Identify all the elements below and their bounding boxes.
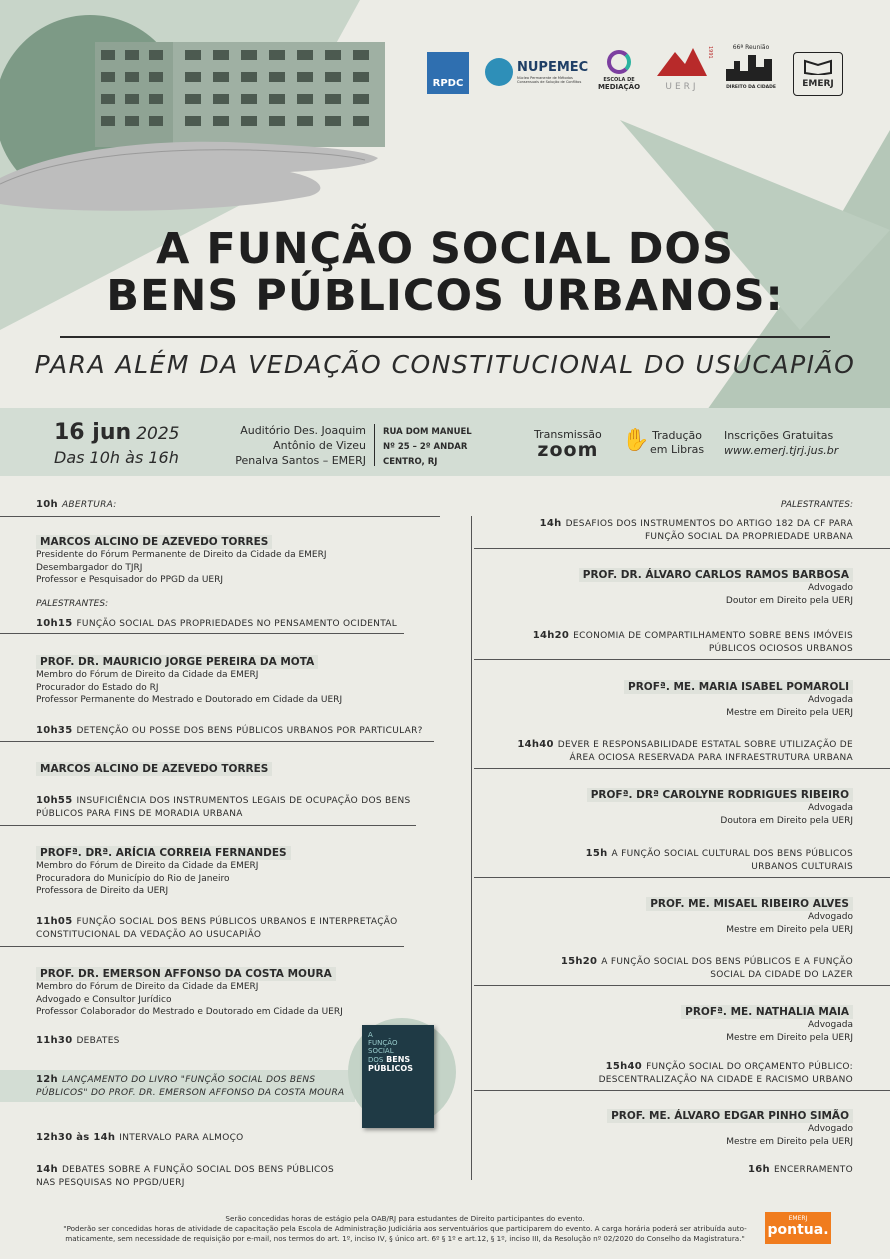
title-line-1: A FUNÇÃO SOCIAL DOS	[156, 224, 734, 274]
speaker-3: MARCOS ALCINO DE AZEVEDO TORRES	[36, 757, 436, 776]
nupemec-logo: NUPEMEC Núcleo Permanente de Métodos Consensuais de Solução de Conflitos	[485, 56, 585, 90]
line-r-14h	[474, 548, 890, 549]
title-line-2: BENS PÚBLICOS URBANOS:	[106, 271, 784, 321]
line-11h05	[0, 946, 404, 947]
session-14h-debates: 14h DEBATES SOBRE A FUNÇÃO SOCIAL DOS BENS PÚBLICOS NAS PESQUISAS NO PPGD/UERJ	[36, 1164, 335, 1188]
session-14h40: 14h40 DEVER E RESPONSABILIDADE ESTATAL SOBRE UTILIZAÇÃO DE ÁREA OCIOSA RESERVADA PARA INFRAESTRUTURA URBANA	[517, 739, 853, 763]
speaker-r6: PROF. ME. ÁLVARO EDGAR PINHO SIMÃO Advogado Mestre em Direito pela UERJ	[453, 1104, 853, 1148]
libras-translation: Tradução em Libras	[650, 429, 705, 456]
book-icon	[803, 57, 833, 75]
session-14h20: 14h20 ECONOMIA DE COMPARTILHAMENTO SOBRE BENS IMÓVEIS PÚBLICOS OCIOSOS URBANOS	[532, 630, 853, 654]
building-illustration	[95, 42, 385, 147]
footer-note: Serão concedidas horas de estágio pela OAB/RJ para estudantes de Direito participantes do evento. "Poderão ser concedidas horas de atividade de capacitação pela Escola de Administração Judiciária aos serventuários que participarem do evento. A carga horária poderá ser atribuída auto- maticamente, sem necessidade de requisição por e-mail, nos termos do art. 1º, inciso IV, § único art. 6º § 1º e art.12, § 1º, inciso III, da Resolução nº 02/2020 do Conselho da Magistratura."	[63, 1214, 747, 1243]
session-15h40: 15h40 FUNÇÃO SOCIAL DO ORÇAMENTO PÚBLICO: DESCENTRALIZAÇÃO NA CIDADE E RACISMO URBANO	[598, 1061, 853, 1085]
speaker-r5: PROFª. ME. NATHALIA MAIA Advogada Mestre em Direito pela UERJ	[453, 1000, 853, 1044]
line-r-15h40	[474, 1090, 890, 1091]
emerj-logo: EMERJ	[793, 52, 843, 96]
event-time: Das 10h às 16h	[54, 448, 179, 467]
line-r-15h	[474, 877, 890, 878]
speaker-r4: PROF. ME. MISAEL RIBEIRO ALVES Advogado Mestre em Direito pela UERJ	[453, 892, 853, 936]
line-r-14h20	[474, 659, 890, 660]
speaker-4: PROFª. DRª. ARÍCIA CORREIA FERNANDES Membro do Fórum de Direito da Cidade da EMERJ Procuradora do Município do Rio de Janeiro Professora de Direito da UERJ	[36, 841, 436, 898]
speaker-r3: PROFª. DRª CAROLYNE RODRIGUES RIBEIRO Advogada Doutora em Direito pela UERJ	[453, 783, 853, 827]
line-10h15	[0, 633, 404, 634]
venue: Auditório Des. Joaquim Antônio de Vizeu Penalva Santos – EMERJ	[235, 424, 366, 467]
date-day: 16 jun	[54, 420, 132, 445]
line-10h55	[0, 825, 416, 826]
session-12h: 12h LANÇAMENTO DO LIVRO "FUNÇÃO SOCIAL DOS BENS PÚBLICOS" DO PROF. DR. EMERSON AFFONSO DA COSTA MOURA	[36, 1074, 345, 1098]
subtitle: PARA ALÉM DA VEDAÇÃO CONSTITUCIONAL DO USUCAPIÃO	[34, 350, 856, 379]
speaker-r1: PROF. DR. ÁLVARO CARLOS RAMOS BARBOSA Advogado Doutor em Direito pela UERJ	[453, 563, 853, 607]
session-16h: 16h ENCERRAMENTO	[748, 1164, 853, 1175]
speaker-5: PROF. DR. EMERSON AFFONSO DA COSTA MOURA Membro do Fórum de Direito da Cidade da EMERJ Advogado e Consultor Jurídico Professor Colaborador do Mestrado e Doutorado em Cidade da UERJ	[36, 968, 343, 1017]
rpdc-logo: RPDC	[427, 52, 469, 94]
palestrantes-label-left: PALESTRANTES:	[36, 599, 109, 609]
line-r-14h40	[474, 768, 890, 769]
speaker-r2: PROFª. ME. MARIA ISABEL POMAROLI Advogada Mestre em Direito pela UERJ	[453, 675, 853, 719]
session-11h05: 11h05 FUNÇÃO SOCIAL DOS BENS PÚBLICOS URBANOS E INTERPRETAÇÃO CONSTITUCIONAL DA VEDAÇÃO AO USUCAPIÃO	[36, 916, 398, 940]
session-abertura: 10h ABERTURA:	[36, 499, 117, 510]
session-12h30: 12h30 às 14h INTERVALO PARA ALMOÇO	[36, 1132, 244, 1143]
session-10h15: 10h15 FUNÇÃO SOCIAL DAS PROPRIEDADES NO PENSAMENTO OCIDENTAL	[36, 618, 398, 629]
line-abertura	[0, 516, 440, 517]
registration-link[interactable]: www.emerj.tjrj.jus.br	[724, 444, 839, 457]
event-date	[54, 420, 180, 445]
session-15h20: 15h20 A FUNÇÃO SOCIAL DOS BENS PÚBLICOS E A FUNÇÃO SOCIAL DA CIDADE DO LAZER	[560, 956, 853, 980]
venue-divider	[374, 424, 375, 466]
zoom-logo: zoom	[537, 439, 599, 461]
speaker-2: PROF. DR. MAURICIO JORGE PEREIRA DA MOTA Membro do Fórum de Direito da Cidade da EMERJ Procurador do Estado do RJ Professor Permanente do Mestrado e Doutorado em Cidade da UERJ	[36, 656, 343, 705]
speaker-1: MARCOS ALCINO DE AZEVEDO TORRES Presidente do Fórum Permanente de Direito da Cidade da EMERJ Desembargador do TJRJ Professor e Pesquisador do PPGD da UERJ	[36, 536, 327, 585]
address: RUA DOM MANUEL Nº 25 – 2º ANDAR CENTRO, RJ	[383, 427, 472, 467]
ppgd-uerj-logo: PPGD UERJ 1991	[655, 44, 709, 100]
nupemec-icon	[485, 58, 513, 86]
book-cover: A FUNÇÃO SOCIAL DOS BENS PÚBLICOS	[362, 1025, 434, 1128]
session-11h30: 11h30 DEBATES	[36, 1035, 120, 1046]
libras-icon: ✋	[622, 428, 650, 453]
title-divider	[60, 336, 830, 338]
mediacao-icon	[607, 50, 631, 74]
hand-illustration	[0, 138, 380, 218]
session-10h55: 10h55 INSUFICIÊNCIA DOS INSTRUMENTOS LEGAIS DE OCUPAÇÃO DOS BENS PÚBLICOS PARA FINS DE MORADIA URBANA	[36, 795, 411, 819]
date-year: 2025	[136, 424, 180, 444]
transmission: Transmissão zoom	[534, 428, 602, 461]
session-10h35: 10h35 DETENÇÃO OU POSSE DOS BENS PÚBLICOS URBANOS POR PARTICULAR?	[36, 725, 423, 736]
escola-mediacao-logo: ESCOLA DE MEDIAÇÃO	[592, 48, 646, 100]
line-10h35	[0, 741, 434, 742]
registration: Inscrições Gratuitas www.emerj.tjrj.jus.br	[724, 429, 839, 457]
emerj-pontua-logo: EMERJ pontua.	[765, 1212, 831, 1244]
session-15h: 15h A FUNÇÃO SOCIAL CULTURAL DOS BENS PÚBLICOS URBANOS CULTURAIS	[585, 848, 853, 872]
forum-direito-cidade-logo: 66ª Reunião DIREITO DA CIDADE	[726, 44, 776, 90]
city-skyline-icon	[726, 51, 776, 81]
building-windows	[95, 42, 385, 147]
line-r-15h20	[474, 985, 890, 986]
palestrantes-label-right: PALESTRANTES:	[780, 500, 853, 510]
session-14h: 14h DESAFIOS DOS INSTRUMENTOS DO ARTIGO 182 DA CF PARA FUNÇÃO SOCIAL DA PROPRIEDADE URBANA	[539, 518, 853, 542]
